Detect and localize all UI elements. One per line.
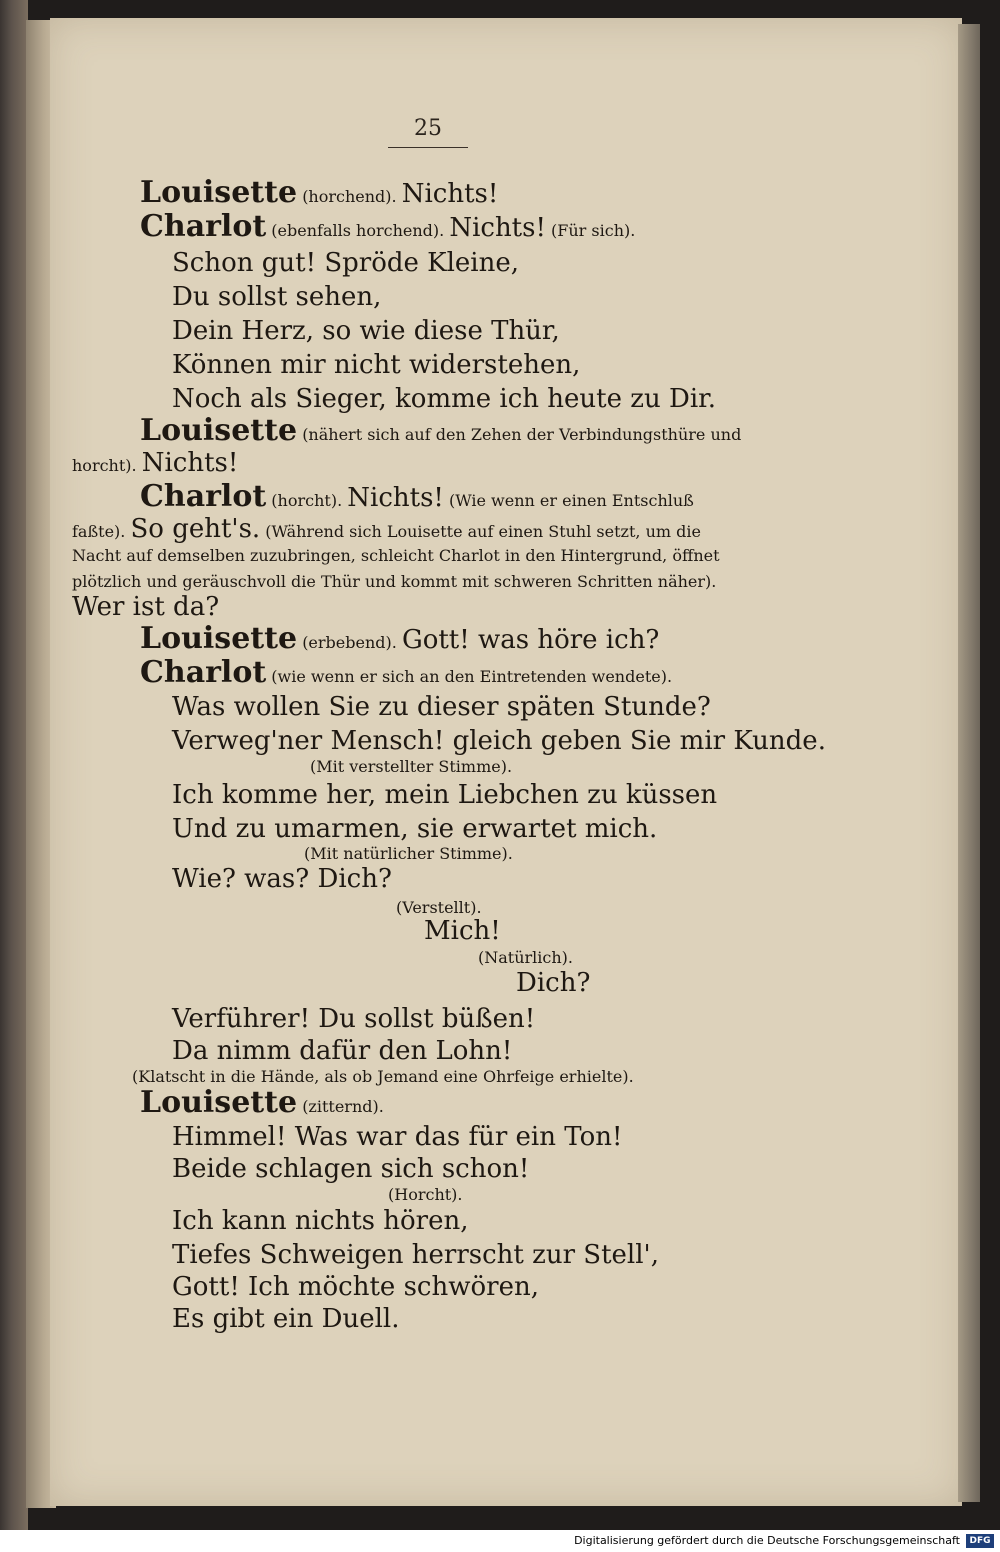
- speaker-name: Louisette: [140, 1085, 298, 1120]
- stage-direction: (Mit natürlicher Stimme).: [304, 844, 513, 863]
- verse-line: Wie? was? Dich?: [172, 864, 392, 894]
- verse-line: Und zu umarmen, sie erwartet mich.: [172, 814, 658, 844]
- stage-direction: (Klatscht in die Hände, als ob Jemand eine Ohrfeige erhielte).: [132, 1067, 634, 1086]
- speaker-name: Charlot: [140, 479, 267, 514]
- verse-line: Verweg'ner Mensch! gleich geben Sie mir Kunde.: [172, 726, 826, 756]
- speaker-name: Louisette: [140, 175, 298, 210]
- verse-line: Gott! Ich möchte schwören,: [172, 1272, 539, 1302]
- stage-direction: (Horcht).: [388, 1185, 463, 1204]
- verse-line: Ich kann nichts hören,: [172, 1206, 469, 1236]
- stage-direction: horcht).: [72, 456, 137, 475]
- verse-line: Beide schlagen sich schon!: [172, 1154, 530, 1184]
- dialogue: Nichts!: [347, 483, 444, 513]
- text-line: [140, 413, 742, 448]
- footer-credit: Digitalisierung gefördert durch die Deutsche Forschungsgemeinschaft: [574, 1534, 960, 1547]
- text-line: [72, 450, 238, 476]
- stage-direction: (zitternd).: [302, 1097, 384, 1116]
- verse-line: Können mir nicht widerstehen,: [172, 350, 581, 380]
- dialogue: Gott! was höre ich?: [401, 625, 660, 655]
- dfg-logo: DFG: [966, 1534, 994, 1548]
- text-line: [140, 175, 499, 210]
- footer-bar: [0, 1530, 1000, 1552]
- speaker-name: Louisette: [140, 621, 298, 656]
- verse-line: Verführer! Du sollst büßen!: [172, 1004, 536, 1034]
- stage-direction: plötzlich und geräuschvoll die Thür und kommt mit schweren Schritten näher).: [72, 572, 717, 591]
- stage-direction: (Mit verstellter Stimme).: [310, 757, 513, 776]
- stage-direction: (nähert sich auf den Zehen der Verbindungsthüre und: [302, 425, 742, 444]
- verse-line: Ich komme her, mein Liebchen zu küssen: [172, 780, 718, 810]
- stage-direction: (Wie wenn er einen Entschluß: [448, 491, 694, 510]
- stage-direction: Nacht auf demselben zuzubringen, schleicht Charlot in den Hintergrund, öffnet: [72, 546, 720, 565]
- verse-line: Noch als Sieger, komme ich heute zu Dir.: [172, 384, 716, 414]
- text-line: [140, 1085, 384, 1120]
- stage-direction: (Verstellt).: [396, 898, 482, 917]
- dialogue: Nichts!: [141, 448, 239, 478]
- verse-line: Wer ist da?: [72, 592, 220, 622]
- stage-direction: (Für sich).: [551, 221, 636, 240]
- verse-line: Schon gut! Spröde Kleine,: [172, 248, 520, 278]
- dialogue: Nichts!: [449, 213, 546, 243]
- stage-direction: (erbebend).: [302, 633, 397, 652]
- verse-line: Dein Herz, so wie diese Thür,: [172, 316, 560, 346]
- page-number: 25: [414, 116, 442, 141]
- text-line: [140, 655, 673, 690]
- verse-line: Da nimm dafür den Lohn!: [172, 1036, 513, 1066]
- text-line: [72, 516, 701, 542]
- stage-direction: (horcht).: [271, 491, 343, 510]
- stage-direction: (ebenfalls horchend).: [271, 221, 445, 240]
- verse-line: Es gibt ein Duell.: [172, 1304, 400, 1334]
- verse-line: Tiefes Schweigen herrscht zur Stell',: [172, 1240, 659, 1270]
- dialogue: So geht's.: [130, 514, 261, 544]
- speaker-name: Charlot: [140, 209, 267, 244]
- stage-direction: (horchend).: [302, 187, 397, 206]
- stage-direction: (Natürlich).: [478, 948, 573, 967]
- text-line: [140, 479, 694, 514]
- stage-direction: faßte).: [72, 522, 126, 541]
- dialogue: Nichts!: [401, 179, 499, 209]
- stage-direction: (wie wenn er sich an den Eintretenden wendete).: [271, 667, 673, 686]
- verse-line: Was wollen Sie zu dieser späten Stunde?: [172, 692, 711, 722]
- text-line: [140, 621, 660, 656]
- stage-direction: (Während sich Louisette auf einen Stuhl setzt, um die: [265, 522, 701, 541]
- speaker-name: Charlot: [140, 655, 267, 690]
- speaker-name: Louisette: [140, 413, 298, 448]
- text-line: [140, 209, 636, 244]
- verse-line: Du sollst sehen,: [172, 282, 382, 312]
- verse-line: Himmel! Was war das für ein Ton!: [172, 1122, 623, 1152]
- verse-line: Mich!: [424, 916, 501, 946]
- verse-line: Dich?: [516, 968, 591, 998]
